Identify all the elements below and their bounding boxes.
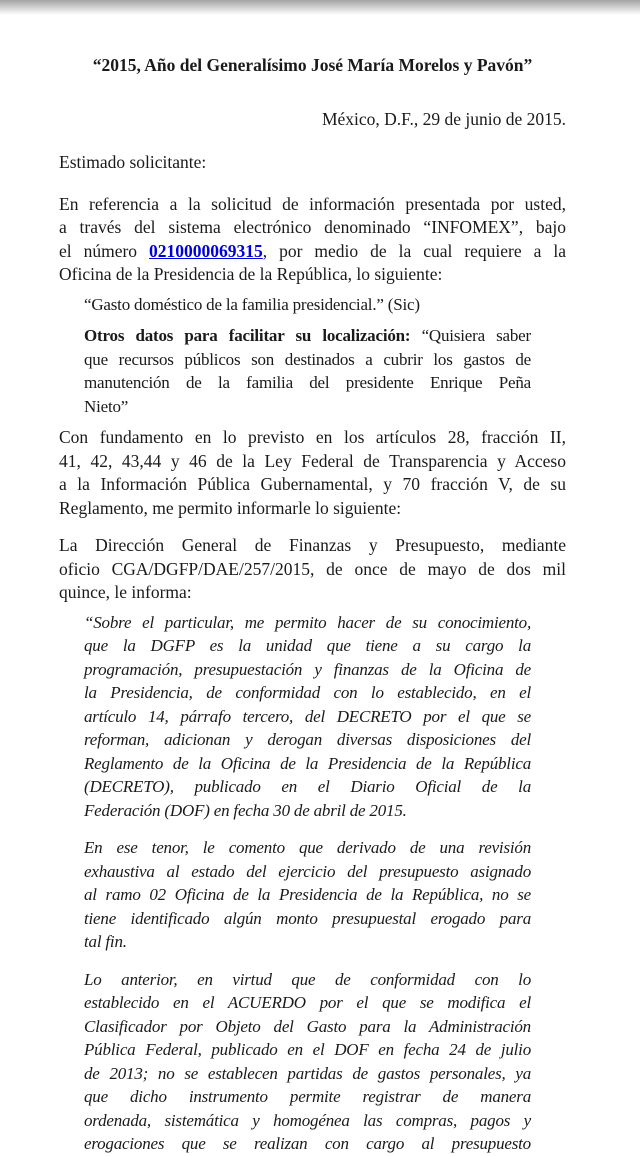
doc-line: que la DGFP es la unidad que tiene a su cargo la [84,636,531,655]
doc-line: Nieto” [84,396,129,416]
doc-line: la Presidencia, de conformidad con lo establecido, en el [84,683,531,702]
doc-line: Clasificador por Objeto del Gasto para la Administración [84,1016,531,1036]
legal-basis-paragraph [59,426,566,520]
doc-line: erogaciones que se realizan con cargo al presupuesto [84,1134,531,1153]
salutation: Estimado solicitante: [59,152,207,172]
doc-line: En ese tenor, le comento que derivado de una revisión [84,838,531,857]
doc-line: Oficina de la Presidencia de la República, lo siguiente: [59,264,443,284]
dateline: México, D.F., 29 de junio de 2015. [321,108,566,129]
doc-line: oficio CGA/DGFP/DAE/257/2015, de once de mayo de dos mil [59,558,566,579]
doc-line: que recursos públicos son destinados a cubrir los gastos de [84,349,531,369]
doc-line: tiene identificado algún monto presupuestal erogado para [84,908,531,928]
doc-line: tal fin. [84,932,127,951]
doc-line: exhaustiva al estado del ejercicio del presupuesto asignado [84,861,531,881]
doc-line: “Sobre el particular, me permito hacer de su conocimiento, [84,612,531,632]
dgfp-office-paragraph [59,534,566,605]
doc-line: quince, le informa: [59,582,192,602]
doc-line: Pública Federal, publicado en el DOF en fecha 24 de julio [84,1040,531,1059]
doc-line: de 2013; no se establecen partidas de gastos personales, ya [84,1063,531,1083]
doc-line: establecido en el ACUERDO por el que se modifica el [84,993,531,1012]
doc-line: artículo 14, párrafo tercero, del DECRETO por el que se [84,706,531,726]
doc-line: En referencia a la solicitud de información presentada por usted, [59,193,566,214]
doc-body [0,193,640,1156]
doc-line: Federación (DOF) en fecha 30 de abril de 2015. [84,800,407,820]
doc-line: Reglamento de la Oficina de la Presidencia de la República [84,753,531,773]
doc-line: reforman, adicionan y derogan diversas disposiciones del [84,730,531,749]
doc-line: ordenada, sistemática y homogénea las compras, pagos y [84,1110,531,1130]
doc-line: a través del sistema electrónico denominado “INFOMEX”, bajo [59,217,566,237]
doc-line: Lo anterior, en virtud que de conformidad con lo [84,969,531,989]
doc-line: “Gasto doméstico de la familia presidencial.” (Sic) [84,294,420,314]
doc-line: a la Información Pública Gubernamental, y 70 fracción V, de su [59,474,566,494]
doc-line: Otros datos para facilitar su localización: “Quisiera saber [84,326,531,345]
doc-line: manutención de la familia del presidente Enrique Peña [84,373,531,392]
transcript-paragraph-1 [84,611,531,823]
requested-info-quote [84,293,531,317]
doc-line: que dicho instrumento permite registrar de manera [84,1087,531,1106]
folio-link[interactable]: 0210000069315 [149,240,263,261]
year-legend: “2015, Año del Generalísimo José María Morelos y Pavón” [92,55,533,75]
doc-line: el número 0210000069315, por medio de la cual requiere a la [59,240,566,261]
transcript-paragraph-2 [84,836,531,954]
doc-line: programación, presupuestación y finanzas de la Oficina de [84,659,531,679]
request-intro-paragraph [59,193,566,287]
doc-line: 41, 42, 43,44 y 46 de la Ley Federal de Transparencia y Acceso [59,450,566,471]
doc-line: Con fundamento en lo previsto en los artículos 28, fracción II, [59,427,566,447]
doc-line: al ramo 02 Oficina de la Presidencia de la República, no se [84,885,531,904]
transcript-paragraph-3 [84,968,531,1156]
doc-line: La Dirección General de Finanzas y Presupuesto, mediante [59,535,566,555]
doc-line: (DECRETO), publicado en el Diario Oficial de la [84,777,531,796]
other-data-block [84,324,531,418]
doc-line: Reglamento, me permito informarle lo siguiente: [59,497,402,518]
other-data-label: Otros datos para facilitar su localización: [84,326,411,345]
